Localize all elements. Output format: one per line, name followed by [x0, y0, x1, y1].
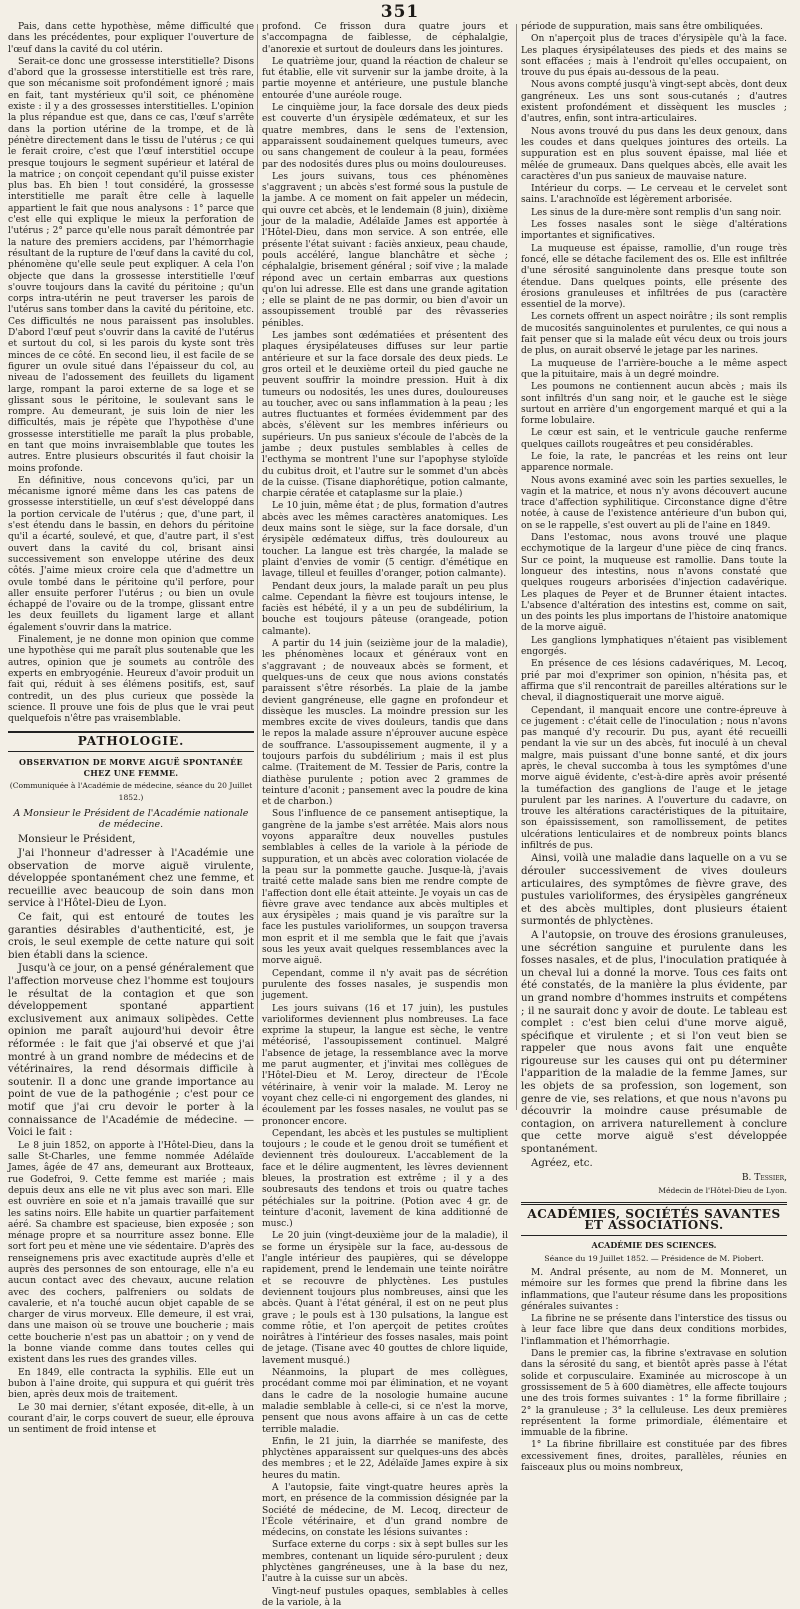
paragraph: Le quatrième jour, quand la réaction de chaleur se fut établie, elle vit survenir sur la jambe droite, à la partie moyenne et antérieure, une pustule blanche entourée d'une auréole rouge. [262, 56, 508, 101]
salutation: A Monsieur le Président de l'Académie nationale de médecine. [13, 807, 249, 831]
paragraph: A partir du 14 juin (seizième jour de la maladie), les phénomènes locaux et généraux vont en s'aggravant ; de nouveaux abcès se forment, et quelques-uns de ceux que nous avions constatés paraissent s'être résorbés. La plaie de la jambe devient gangréneuse, elle gagne en profondeur et dissèque les muscles. La moindre pression sur les membres excite de vives douleurs, tandis que dans le repos la malade assure n'éprouver aucune espèce de souffrance. L'assoupissement augmente, il y a toujours parfois du subdélirium ; mais il est plus calme. (Traitement de M. Tessier de Paris, contre la diathèse purulente ; potion avec 2 grammes de teinture d'aconit ; pansement avec la poudre de kina et de charbon.) [262, 639, 508, 808]
column-2 [262, 22, 508, 1608]
paragraph: Le 20 juin (vingt-deuxième jour de la maladie), il se forme un érysipèle sur la face, au-dessous de l'angle intérieur des paupières, qui se développe rapidement, prend le lendemain une teinte noirâtre et se recouvre de phlyctènes. Les pustules deviennent toujours plus nombreuses, ainsi que les abcès. Quant à l'état général, il est on ne peut plus grave ; le pouls est à 130 pulsations, la langue est comme rôtie, et l'on aperçoit de petites croûtes noirâtres à l'intérieur des fosses nasales, mais point de jetage. (Tisane avec 40 gouttes de chlore liquide, lavement musqué.) [262, 1231, 508, 1366]
paragraph: profond. Ce frisson dura quatre jours et s'accompagna de faiblesse, de céphalalgie, d'anorexie et surtout de douleurs dans les jointures. [262, 22, 508, 55]
signature: B. Tessier, [741, 1173, 787, 1184]
paragraph: Néanmoins, la plupart de mes collègues, procédant comme moi par élimination, et ne voyant dans le cadre de la nosologie humaine aucune maladie semblable à celle-ci, si ce n'est la morve, pensent que nous avons affaire à un cas de cette terrible maladie. [262, 1368, 508, 1435]
section-title: ACADÉMIES, SOCIÉTÉS SAVANTES ET ASSOCIATIONS. [521, 1202, 787, 1237]
paragraph: Le 8 juin 1852, on apporte à l'Hôtel-Dieu, dans la salle St-Charles, une femme nommée Adélaïde James, âgée de 47 ans, demeurant aux Brotteaux, rue Godefroi, 9. Cette femme est mariée ; mais depuis deux ans elle ne vit plus avec son mari. Elle est ouvrière en soie et n'a jamais travaillé que sur les satins noirs. Elle habite un quartier parfaitement aéré. Sa chambre est spacieuse, bien exposée ; son ménage propre et sa nourriture assez bonne. Elle sort fort peu et mène une vie sédentaire. D'après des renseignemens pris avec exactitude auprès d'elle et auprès des personnes de son entourage, elle n'a eu aucun contact avec des chevaux, aucune relation avec des cochers, palfreniers ou soldats de cavalerie, et n'a touché aucun objet capable de se charger de virus morveux. Elle demeure, il est vrai, dans une maison où se trouve une boucherie ; mais cette boucherie n'est pas un abattoir ; on y vend de la bonne viande comme dans toutes celles qui existent dans les rues des grandes villes. [8, 1140, 254, 1366]
paragraph: Enfin, le 21 juin, la diarrhée se manifeste, des phlyctènes apparaissent sur quelques-uns des abcès des membres ; et le 22, Adélaïde James expire à six heures du matin. [262, 1436, 508, 1481]
column-rule-left [257, 24, 258, 1110]
paragraph: période de suppuration, mais sans être ombiliquées. [521, 22, 763, 32]
paragraph: Jusqu'à ce jour, on a pensé généralement que l'affection morveuse chez l'homme est toujours le résultat de la contagion et que son développement spontané appartient exclusivement aux animaux solipèdes. Cette opinion me paraît aujourd'hui devoir être réformée : le fait que j'ai observé et que j'ai montré à un grand nombre de médecins et de vétérinaires, la rend désormais difficile à soutenir. Il a donc une grande importance au point de vue de la pathogénie ; c'est pour ce motif que j'ai cru devoir le porter à la connaissance de l'Académie de médecine. — Voici le fait : [8, 963, 254, 1139]
paragraph: Finalement, je ne donne mon opinion que comme une hypothèse qui me paraît plus soutenable que les autres, opinion que je soumets au contrôle des experts en embryogénie. Heureux d'avoir produit un fait qui, réduit à ses élémens positifs, est, sauf contredit, un des plus curieux que possède la science. Il prouve une fois de plus que le vrai peut quelquefois n'être pas vraisemblable. [8, 635, 254, 725]
paragraph: Les jours suivans, tous ces phénomènes s'aggravent ; un abcès s'est formé sous la pustule de la jambe. A ce moment on fait appeler un médecin, qui ouvre cet abcès, et le lendemain (8 juin), dixième jour de la maladie, Adélaïde James est apportée à l'Hôtel-Dieu, dans mon service. A son entrée, elle présente l'état suivant : faciès anxieux, peau chaude, pouls accéléré, langue blanchâtre et sèche ; céphalalgie, brisement général ; soif vive ; la malade répond avec un certain embarras aux questions qu'on lui adresse. Elle est dans une grande agitation ; elle se plaint de ne pas dormir, ou bien d'avoir un assoupissement troublé par des rêvasseries pénibles. [262, 171, 508, 329]
article-subtitle: (Communiquée à l'Académie de médecine, séance du 20 Juillet 1852.) [9, 781, 253, 802]
paragraph: Le cinquième jour, la face dorsale des deux pieds est couverte d'un érysipèle œdémateux, et sur les quatre membres, dans le sens de l'extension, apparaissent soudainement quelques tumeurs, avec ou sans changement de couleur à la peau, formées par des nodosités dures plus ou moins douloureuses. [262, 103, 508, 170]
column-1 [8, 22, 255, 1436]
paragraph: La muqueuse est épaisse, ramollie, d'un rouge très foncé, elle se détache facilement des os. Elle est infiltrée d'une sérosité sanguinolente dans presque toute son étendue. Dans quelques points, elle présente des érosions granuleuses et infiltrées de pus (caractère essentiel de la morve). [521, 243, 787, 311]
paragraph: J'ai l'honneur d'adresser à l'Académie une observation de morve aiguë virulente, développée spontanément chez une femme, et recueillie avec beaucoup de soin dans mon service à l'Hôtel-Dieu de Lyon. [8, 848, 254, 910]
paragraph: Serait-ce donc une grossesse interstitielle? Disons d'abord que la grossesse interstitielle est très rare, que son mécanisme soit profondément ignoré ; mais en fait, tant mystérieux qu'il soit, ce phénomène existe : il y a des grossesses interstitielles. L'opinion la plus répandue est que, dans ce cas, l'œuf s'arrête dans la portion utérine de la trompe, et de là pénètre directement dans le tissu de l'utérus ; ce qui le ferait croire, c'est que l'œuf interstitiel occupe presque toujours le segment supérieur et latéral de la matrice ; on conçoit cependant qu'il puisse exister plus bas. Eh bien ! tout considéré, la grossesse interstitielle me paraît être celle à laquelle appartient le fait que nous analysons : 1° parce que c'est elle qui explique le mieux la perforation de l'utérus ; 2° parce qu'elle nous paraît démontrée par la nature des premiers accidens, par l'hémorrhagie résultant de la rupture de l'œuf dans la cavité du col, phénomène qu'elle seule peut expliquer. A cela l'on objecte que dans la grossesse interstitielle l'œuf s'ouvre toujours dans la cavité du péritoine ; qu'un corps intra-utérin ne peut traverser les parois de l'utérus sans tomber dans la cavité du péritoine, etc. Ces difficultés ne nous paraissent pas insolubles. D'abord l'œuf peut s'ouvrir dans la cavité de l'utérus et surtout du col, si les parois du kyste sont très minces de ce côté. En second lieu, il est facile de se figurer un ovule situé dans l'épaisseur du col, au niveau de l'adossement des feuillets du ligament large, rompant la paroi externe de sa loge et se glissant sous le péritoine, le soulevant sans le rompre. Au demeurant, je suis loin de nier les difficultés, mais je répète que l'hypothèse d'une grossesse interstitielle me paraît la plus probable, en tant que moins invraisemblable que toutes les autres. Entre plusieurs obscurités il faut choisir la moins profonde. [8, 56, 255, 474]
paragraph: Le 30 mai dernier, s'étant exposée, dit-elle, à un courant d'air, le corps couvert de sueur, elle éprouva un sentiment de froid intense et [8, 1402, 254, 1436]
paragraph: Les ganglions lymphatiques n'étaient pas visiblement engorgés. [521, 635, 787, 658]
paragraph: Monsieur le Président, [18, 834, 136, 846]
paragraph: A l'autopsie, faite vingt-quatre heures après la mort, en présence de la commission désignée par la Société de médecine, de M. Lecoq, directeur de l'École vétérinaire, et d'un grand nombre de médecins, on constate les lésions suivantes : [262, 1483, 508, 1539]
paragraph: En définitive, nous concevons qu'ici, par un mécanisme ignoré même dans les cas patens de grossesse interstitielle, un œuf s'est développé dans la portion cervicale de l'utérus ; que, d'une part, il s'est étendu dans le bassin, en dehors du péritoine qu'il a écarté, soulevé, et que, d'autre part, il s'est ouvert dans la cavité du col, brisant ainsi successivement son enveloppe utérine des deux côtés. J'aime mieux croire cela que d'admettre un ovule tombé dans le péritoine qu'il perfore, pour aller ensuite perforer l'utérus ; ou bien un ovule échappé de l'ovaire ou de la trompe, glissant entre les deux feuillets du ligament large et allant également s'ouvrir dans la matrice. [8, 475, 254, 633]
section-subtitle: ACADÉMIE DES SCIENCES. [591, 1240, 717, 1251]
paragraph: En 1849, elle contracta la syphilis. Elle eut un bubon à l'aine droite, qui suppura et qui guérit très bien, après deux mois de traitement. [8, 1367, 254, 1401]
paragraph: La fibrine ne se présente dans l'interstice des tissus ou à leur face libre que dans deux conditions morbides, l'inflammation et l'hémorrhagie. [521, 1314, 787, 1347]
paragraph: Ainsi, voilà une maladie dans laquelle on a vu se dérouler successivement de vives douleurs articulaires, des symptômes de fièvre grave, des pustules varioliformes, des érysipèles gangréneux et des abcès multiples, dont plusieurs étaient surmontés de phlyctènes. [521, 853, 787, 928]
paragraph: La muqueuse de l'arrière-bouche a le même aspect que la pituitaire, mais à un degré moindre. [521, 358, 787, 380]
paragraph: Ce fait, qui est entouré de toutes les garanties désirables d'authenticité, est, je crois, le seul exemple de cette nature qui soit bien établi dans la science. [8, 912, 254, 961]
section-title: PATHOLOGIE. [8, 731, 254, 751]
paragraph: Vingt-neuf pustules opaques, semblables à celles de la variole, à la [262, 1586, 508, 1608]
paragraph: M. Andral présente, au nom de M. Monneret, un mémoire sur les formes que prend la fibrine dans les inflammations, que l'auteur résume dans les propositions générales suivantes : [521, 1268, 787, 1312]
paragraph: Sous l'influence de ce pansement antiseptique, la gangrène de la jambe s'est arrêtée. Mais alors nous voyons apparaître deux nouvelles pustules semblables à celles de la variole à la période de suppuration, et un abcès avec coloration violacée de la peau sur la pommette gauche. Jusque-là, j'avais traité cette malade sans bien me rendre compte de l'affection dont elle était atteinte. Je voyais un cas de fièvre grave avec tendance aux abcès multiples et aux érysipèles ; mais quand je vis paraître sur la face les pustules varioliformes, un soupçon traversa mon esprit et il me sembla que le fait que j'avais sous les yeux avait quelques ressemblances avec la morve aiguë. [262, 809, 508, 967]
paragraph: Dans le premier cas, la fibrine s'extravase en solution dans la sérosité du sang, et bientôt après passe à l'état solide et corpusculaire. Examinée au microscope à un grossissement de 5 à 600 diamètres, elle affecte toujours une des trois formes suivantes : 1° la forme fibrillaire ; 2° la granuleuse ; 3° la celluleuse. Les deux premières représentent la forme primordiale, élémentaire et immuable de la fibrine. [521, 1349, 787, 1439]
paragraph: Surface externe du corps : six à sept bulles sur les membres, contenant un liquide séro-purulent ; deux phlyctènes gangréneuses, une à la base du nez, l'autre à la cuisse sur un abcès. [262, 1540, 508, 1585]
paragraph: En présence de ces lésions cadavériques, M. Lecoq, prié par moi d'exprimer son opinion, n'hésita pas, et affirma que s'il rencontrait de pareilles altérations sur le cheval, il diagnostiquerait une morve aiguë. [521, 659, 787, 704]
paragraph: Cependant, les abcès et les pustules se multiplient toujours ; le coude et le genou droit se tuméfient et deviennent très douloureux. L'accablement de la face et le délire augmentent, les lèvres deviennent bleues, la prostration est extrême ; il y a des soubresauts des tendons et trois ou quatre taches pétéchiales sur la poitrine. (Potion avec 4 gr. de teinture d'aconit, lavement de kina additionné de musc.) [262, 1128, 508, 1230]
paragraph: Les poumons ne contiennent aucun abcès ; mais ils sont infiltrés d'un sang noir, et le gauche est le siège surtout en arrière d'un engorgement marqué et qui a la forme lobulaire. [521, 382, 787, 427]
paragraph: Nous avons compté jusqu'à vingt-sept abcès, dont deux gangréneux. Les uns sont sous-cutanés ; d'autres existent profondément et dissèquent les muscles ; d'autres, enfin, sont intra-articulaires. [521, 80, 787, 125]
signature-role: Médecin de l'Hôtel-Dieu de Lyon. [658, 1185, 787, 1195]
paragraph: Les jours suivans (16 et 17 juin), les pustules varioliformes deviennent plus nombreuses. La face exprime la stupeur, la langue est sèche, le ventre météorisé, l'assoupissement continuel. Malgré l'absence de jetage, la ressemblance avec la morve me parut augmenter, et j'invitai mes collègues de l'Hôtel-Dieu et M. Leroy, directeur de l'École vétérinaire, à venir voir la malade. M. Leroy ne voyant chez celle-ci ni engorgement des glandes, ni écoulement par les fosses nasales, ne voulut pas se prononcer encore. [262, 1003, 508, 1127]
paragraph: Le 10 juin, même état ; de plus, formation d'autres abcès avec les mêmes caractères anatomiques. Les deux mains sont le siège, sur la face dorsale, d'un érysipèle œdémateux diffus, très douloureux au toucher. La langue est très chargée, la malade se plaint d'envies de vomir (5 centigr. d'émétique en lavage, tilleul et feuilles d'oranger, potion calmante). [262, 501, 508, 580]
column-3 [521, 22, 787, 1474]
paragraph: On n'aperçoit plus de traces d'érysipèle qu'à la face. Les plaques érysipélateuses des pieds et des mains se sont effacées ; mais à l'endroit qu'elles occupaient, on trouve du pus épais au-dessous de la peau. [521, 34, 787, 79]
paragraph: Pendant deux jours, la malade paraît un peu plus calme. Cependant la fièvre est toujours intense, le faciès est hébété, il y a un peu de subdélirium, la bouche est toujours pâteuse (orangeade, potion calmante). [262, 581, 508, 637]
paragraph: Le cœur est sain, et le ventricule gauche renferme quelques caillots rougeâtres et peu considérables. [521, 428, 787, 450]
paragraph: Dans l'estomac, nous avons trouvé une plaque ecchymotique de la largeur d'une pièce de cinq francs. Sur ce point, la muqueuse est ramollie. Dans toute la longueur des intestins, nous n'avons constaté que quelques rougeurs arborisées d'injection cadavérique. Les plaques de Peyer et de Brunner étaient intactes. L'absence d'altération des intestins est, comme on sait, un des points les plus importans de l'histoire anatomique de la morve aiguë. [521, 533, 787, 634]
paragraph: A l'autopsie, on trouve des érosions granuleuses, une sécrétion sanguine et purulente dans les fosses nasales, et de plus, l'inoculation pratiquée à un cheval lui a donné la morve. Tous ces faits ont été constatés, de la manière la plus évidente, par un grand nombre d'hommes instruits et compétens ; il ne saurait donc y avoir de doute. Le tableau est complet : c'est bien celui d'une morve aiguë, spécifique et virulente ; et si l'on veut bien se rappeler que nous avons fait une enquête rigoureuse sur les causes qui ont pu déterminer l'apparition de la maladie de la femme James, sur les objets de sa profession, son logement, son genre de vie, ses relations, et que nous n'avons pu découvrir la moindre cause présumable de contagion, on arrivera naturellement à conclure que cette morve aiguë s'est développée spontanément. [521, 929, 787, 1156]
paragraph: Les cornets offrent un aspect noirâtre ; ils sont remplis de mucosités sanguinolentes et purulentes, ce qui nous a fait penser que si la malade eût vécu deux ou trois jours de plus, on aurait observé le jetage par les narines. [521, 312, 787, 357]
paragraph: Les jambes sont œdématiées et présentent des plaques érysipélateuses diffuses sur leur partie antérieure et sur la face dorsale des deux pieds. Le gros orteil et le deuxième orteil du pied gauche ne peuvent souffrir la moindre pression. Huit à dix tumeurs ou nodosités, les unes dures, douloureuses au toucher, avec ou sans inflammation à la peau ; les autres fluctuantes et formées évidemment par des abcès, s'élèvent sur les membres inférieurs ou supérieurs. Un pus sanieux s'écoule de l'abcès de la jambe ; deux pustules semblables à celles de l'ecthyma se montrent l'une sur l'apophyse styloïde du cubitus droit, et l'autre sur le sommet d'un abcès de la cuisse. (Tisane diaphorétique, potion calmante, charpie cératée et cataplasme sur la plaie.) [262, 331, 508, 500]
paragraph: Cependant, comme il n'y avait pas de sécrétion purulente des fosses nasales, je suspendis mon jugement. [262, 968, 508, 1002]
paragraph: Les sinus de la dure-mère sont remplis d'un sang noir. [531, 207, 782, 218]
paragraph: Nous avons trouvé du pus dans les deux genoux, dans les coudes et dans quelques jointures des orteils. La suppuration est en plus souvent épaisse, mal liée et mêlée de grumeaux. Dans quelques abcès, elle avait les caractères d'un pus sanieux de mauvaise nature. [521, 126, 787, 182]
page-number: 351 [380, 2, 420, 22]
session-line: Séance du 19 Juillet 1852. — Présidence de M. Piobert. [544, 1253, 764, 1263]
paragraph: Nous avons examiné avec soin les parties sexuelles, le vagin et la matrice, et nous n'y avons découvert aucune trace d'affection syphilitique. Circonstance digne d'être notée, à cause de l'existence antérieure d'un bubon qui, on se le rappelle, s'est ouvert au pli de l'aine en 1849. [521, 475, 787, 531]
paragraph: Le foie, la rate, le pancréas et les reins ont leur apparence normale. [521, 451, 787, 474]
paragraph: Agréez, etc. [531, 1157, 593, 1169]
paragraph: Intérieur du corps. — Le cerveau et le cervelet sont sains. L'arachnoïde est légèrement arborisée. [521, 184, 787, 206]
paragraph: Pais, dans cette hypothèse, même difficulté que dans les précédentes, pour expliquer l'ouverture de l'œuf dans la cavité du col utérin. [8, 22, 254, 55]
paragraph: Cependant, il manquait encore une contre-épreuve à ce jugement : c'était celle de l'inoculation ; nous n'avons pas manqué d'y recourir. Du pus, ayant été recueilli pendant la vie sur un des abcès, fut inoculé à un cheval malgre, mais puissant d'une bonne santé, et dix jours après, le cheval succomba à tous les symptômes d'une morve aiguë évidente, c'est-à-dire après avoir présenté la tuméfaction des ganglions de l'auge et le jetage purulent par les narines. A l'ouverture du cadavre, on trouve les altérations caractéristiques de la pituitaire, son épaississement, son ramollissement, de petites ulcérations lenticulaires et de nombreux points blancs infiltrés de pus. [521, 705, 787, 852]
column-rule-right [516, 24, 517, 1110]
paragraph: 1° La fibrine fibrillaire est constituée par des fibres excessivement fines, droites, parallèles, réunies en faisceaux plus ou moins nombreux, [521, 1440, 787, 1474]
letter-intro [8, 834, 254, 1139]
paragraph: Les fosses nasales sont le siège d'altérations importantes et significatives. [521, 220, 787, 242]
article-title: OBSERVATION DE MORVE AIGUË SPONTANÉE CHEZ UNE FEMME. [19, 756, 243, 778]
letter-conclusion [521, 853, 787, 1170]
